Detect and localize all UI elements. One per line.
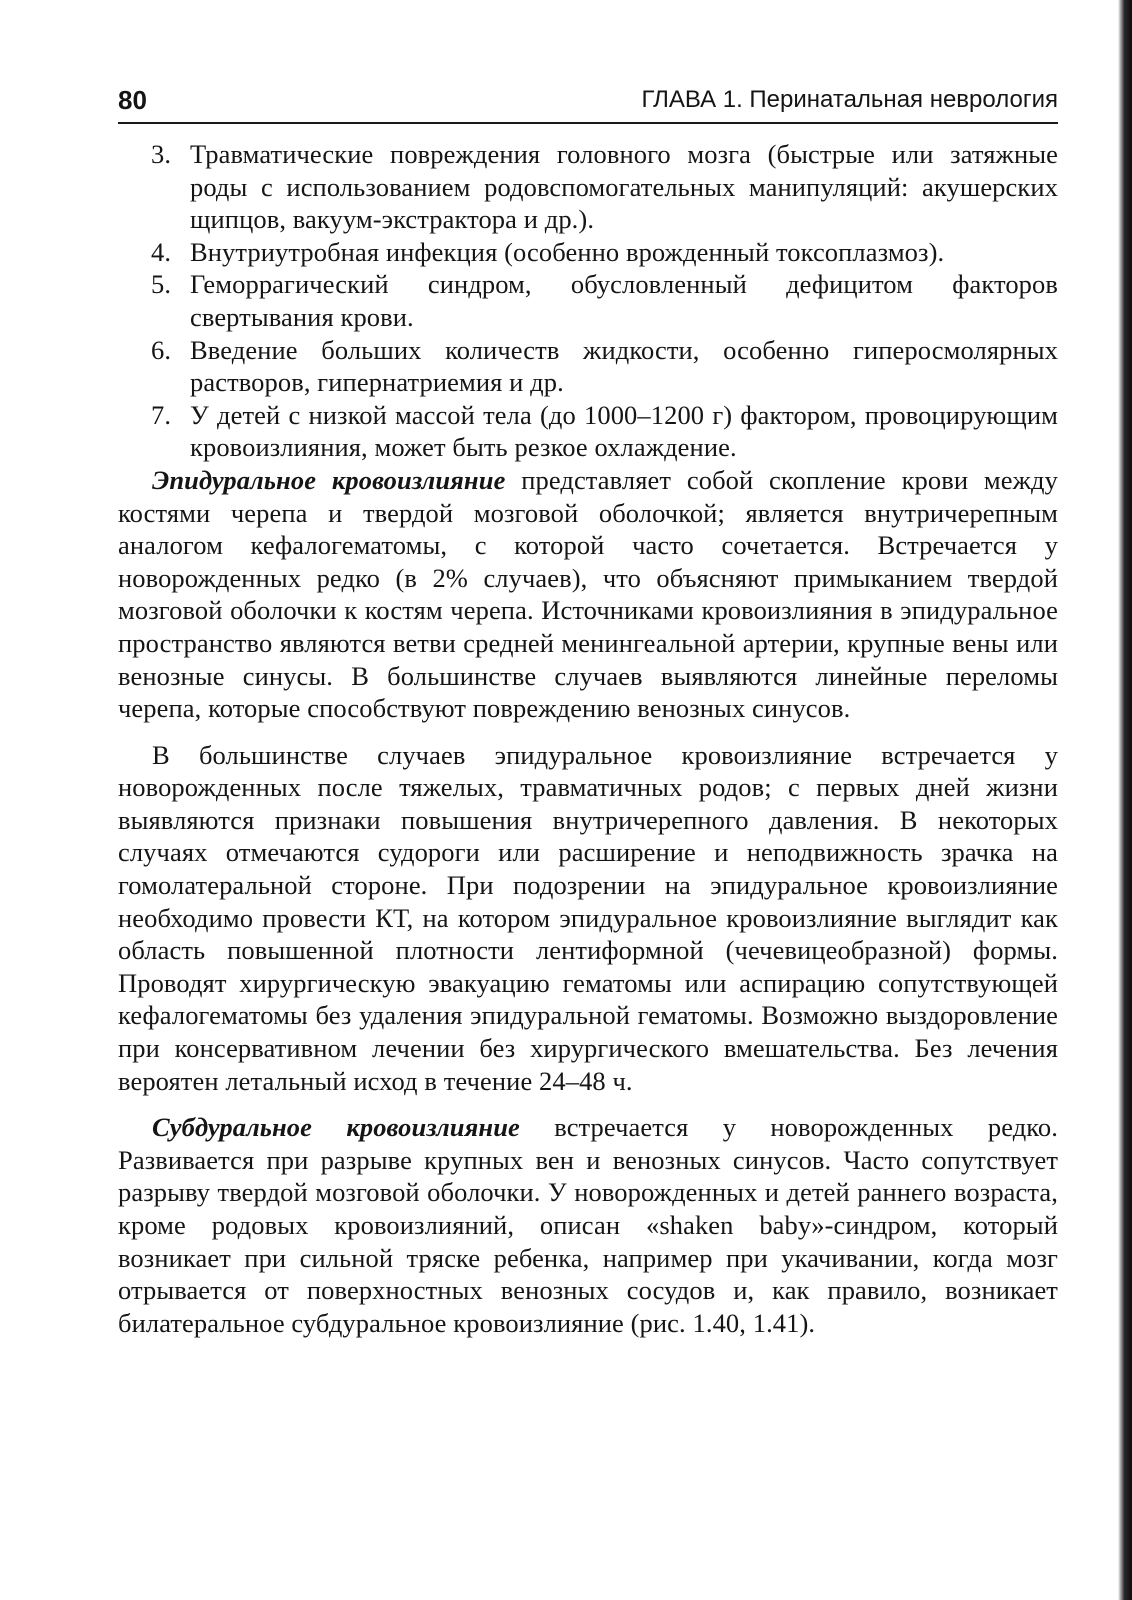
list-item (118, 138, 1058, 236)
list-item (118, 268, 1058, 333)
causes-list (118, 138, 1058, 464)
list-item-text: Геморрагический синдром, обусловленный дефицитом факторов свертывания крови. (190, 269, 1058, 332)
list-item-number: 7. (151, 399, 172, 430)
list-item (118, 334, 1058, 399)
epidural-paragraph (118, 464, 1058, 725)
paragraph-text: представляет собой скопление крови между костями черепа и твердой мозговой оболочкой; является внутричерепным аналогом кефалогематомы, с которой часто сочетается. Встречается у новорожденных редко (в 2% случаев), что объясняют примыканием твердой мозговой оболочки к костям черепа. Источниками кровоизлияния в эпидуральное пространство являются ветви средней менингеальной артерии, крупные вены или венозные синусы. В большинстве случаев выявляются линейные переломы черепа, которые способствуют повреждению венозных синусов. (118, 464, 1058, 724)
list-item-text: Введение больших количеств жидкости, особенно гиперосмолярных растворов, гипернатриемия и др. (190, 334, 1058, 398)
list-item-number: 3. (151, 139, 172, 169)
epidural-term: Эпидуральное кровоизлияние (152, 464, 506, 495)
paragraph-text: встречается у новорожденных редко. Развивается при разрыве крупных вен и венозных синусов. Часто сопутствует разрыву твердой мозговой оболочки. У новорожденных и детей раннего возраста, кроме родовых кровоизлияний, описан «shaken baby»-синдром, который возникает при сильной тряске ребенка, например при укачивании, когда мозг отрывается от поверхностных венозных сосудов и, как правило, возникает билатеральное субдуральное кровоизлияние (рис. 1.40, 1.41). (118, 1112, 1058, 1338)
paragraph-text: В большинстве случаев эпидуральное кровоизлияние встречается у новорожденных после тяжелых, травматичных родов; с первых дней жизни выявляются признаки повышения внутричерепного давления. В некоторых случаях отмечаются судороги или расширение и неподвижность зрачка на гомолатеральной стороне. При подозрении на эпидуральное кровоизлияние необходимо провести КТ, на котором эпидуральное кровоизлияние выглядит как область повышенной плотности лентиформной (чечевицеобразной) формы. Проводят хирургическую эвакуацию гематомы или аспирацию сопутствующей кефалогематомы без удаления эпидуральной гематомы. Возможно выздоровление при консервативном лечении без хирургического вмешательства. Без лечения вероятен летальный исход в течение 24–48 ч. (118, 739, 1058, 1096)
list-item-number: 4. (151, 236, 172, 267)
scan-edge-shadow (1118, 0, 1132, 1600)
page-header (118, 84, 1058, 120)
page-number: 80 (118, 85, 147, 115)
subdural-paragraph (118, 1111, 1058, 1339)
subdural-term: Субдуральное кровоизлияние (152, 1112, 520, 1143)
list-item (118, 236, 1058, 269)
header-rule (118, 122, 1058, 124)
list-item-text: Травматические повреждения головного мозга (быстрые или затяжные роды с использованием родовспомогательных манипуляций: акушерских щипцов, вакуум-экстрактора и др.). (190, 139, 1058, 235)
list-item-number: 6. (151, 334, 172, 365)
list-item (118, 399, 1058, 464)
list-item-text: Внутриутробная инфекция (особенно врожденный токсоплазмоз). (190, 236, 945, 267)
running-head: ГЛАВА 1. Перинатальная неврология (641, 86, 1058, 113)
page-body (118, 138, 1058, 1339)
list-item-number: 5. (151, 269, 172, 300)
epidural-clinical-paragraph (118, 739, 1058, 1098)
list-item-text: У детей с низкой массой тела (до 1000–1200 г) фактором, провоцирующим кровоизлияния, может быть резкое охлаждение. (190, 399, 1058, 463)
